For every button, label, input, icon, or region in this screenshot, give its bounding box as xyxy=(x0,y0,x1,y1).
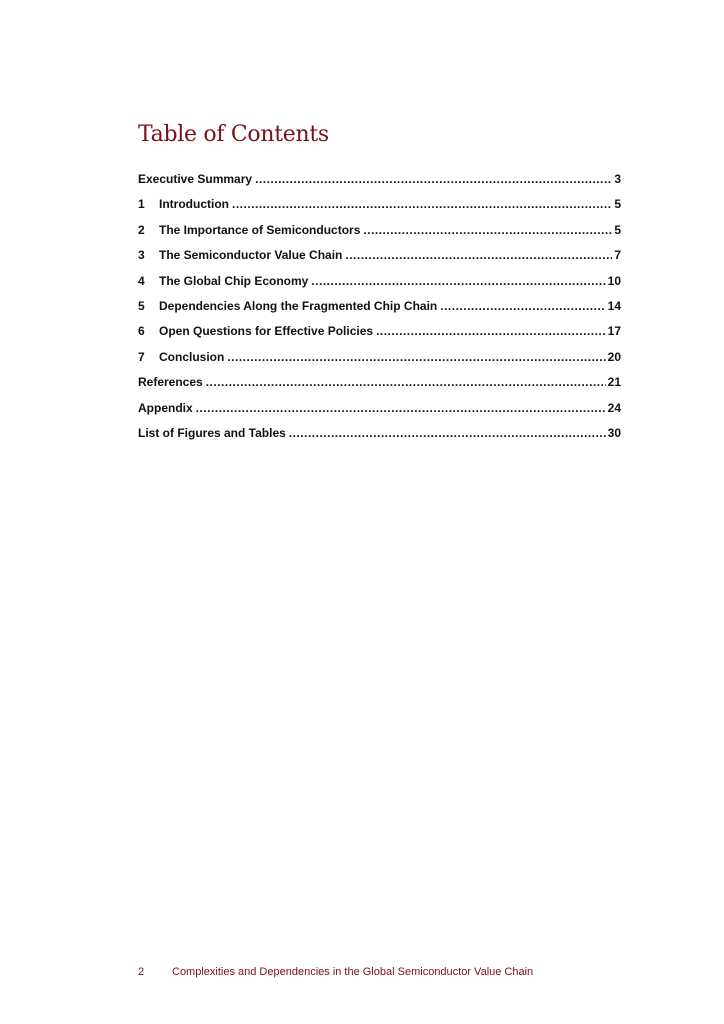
toc-entry-list-of-figures[interactable] xyxy=(138,426,621,451)
toc-entry-appendix[interactable] xyxy=(138,401,621,426)
toc-entry-page: 30 xyxy=(607,425,621,440)
toc-entry-semiconductor-value-chain[interactable] xyxy=(138,248,621,273)
toc-entry-number: 5 xyxy=(138,298,145,313)
toc-leader-dots xyxy=(311,274,605,288)
toc-entry-number: 4 xyxy=(138,273,145,288)
toc-entry-importance-of-semiconductors[interactable] xyxy=(138,223,621,248)
toc-leader-dots xyxy=(232,197,612,211)
toc-leader-dots xyxy=(440,299,605,313)
toc-entry-number: 6 xyxy=(138,324,145,339)
toc-entry-label: Appendix xyxy=(138,400,193,415)
toc-entry-page: 10 xyxy=(607,273,621,288)
toc-entry-number: 7 xyxy=(138,349,145,364)
page-footer xyxy=(138,966,533,978)
toc-leader-dots xyxy=(255,172,612,186)
toc-entry-page: 7 xyxy=(614,248,621,263)
toc-entry-references[interactable] xyxy=(138,375,621,400)
toc-leader-dots xyxy=(345,248,612,262)
toc-entry-page: 20 xyxy=(607,349,621,364)
toc-leader-dots xyxy=(206,375,606,389)
toc-title: Table of Contents xyxy=(138,122,329,147)
toc-entry-label: References xyxy=(138,375,203,390)
toc-leader-dots xyxy=(376,324,606,338)
toc-entry-page: 21 xyxy=(607,375,621,390)
toc-entry-label: Dependencies Along the Fragmented Chip Chain xyxy=(159,298,438,313)
footer-page-number: 2 xyxy=(138,966,145,978)
toc-leader-dots xyxy=(289,426,606,440)
toc-entry-label: Executive Summary xyxy=(138,172,253,186)
toc-leader-dots xyxy=(363,223,612,237)
toc-entry-page: 14 xyxy=(607,298,621,313)
footer-document-title: Complexities and Dependencies in the Global Semiconductor Value Chain xyxy=(172,966,534,978)
toc-entry-conclusion[interactable] xyxy=(138,350,621,375)
toc-entry-label: List of Figures and Tables xyxy=(138,425,286,440)
toc-entry-label: The Importance of Semiconductors xyxy=(159,222,361,237)
toc-entry-page: 17 xyxy=(607,324,621,339)
toc-entry-number: 3 xyxy=(138,248,145,263)
toc-entry-label: Open Questions for Effective Policies xyxy=(159,324,374,339)
toc-leader-dots xyxy=(227,350,605,364)
toc-entry-page: 5 xyxy=(614,197,621,212)
toc-entry-number: 2 xyxy=(138,222,145,237)
toc-entry-global-chip-economy[interactable] xyxy=(138,274,621,299)
toc-leader-dots xyxy=(196,401,606,415)
toc-entry-label: The Global Chip Economy xyxy=(159,273,309,288)
toc-entry-introduction[interactable] xyxy=(138,197,621,222)
toc-entry-executive-summary[interactable] xyxy=(138,172,621,197)
toc-entry-page: 5 xyxy=(614,222,621,237)
toc-list xyxy=(138,172,621,451)
toc-entry-dependencies[interactable] xyxy=(138,299,621,324)
toc-entry-number: 1 xyxy=(138,197,145,212)
toc-entry-open-questions[interactable] xyxy=(138,324,621,349)
toc-entry-label: Conclusion xyxy=(159,349,225,364)
toc-entry-label: Introduction xyxy=(159,197,229,212)
toc-entry-page: 3 xyxy=(614,172,621,186)
toc-entry-label: The Semiconductor Value Chain xyxy=(159,248,343,263)
toc-entry-page: 24 xyxy=(607,400,621,415)
